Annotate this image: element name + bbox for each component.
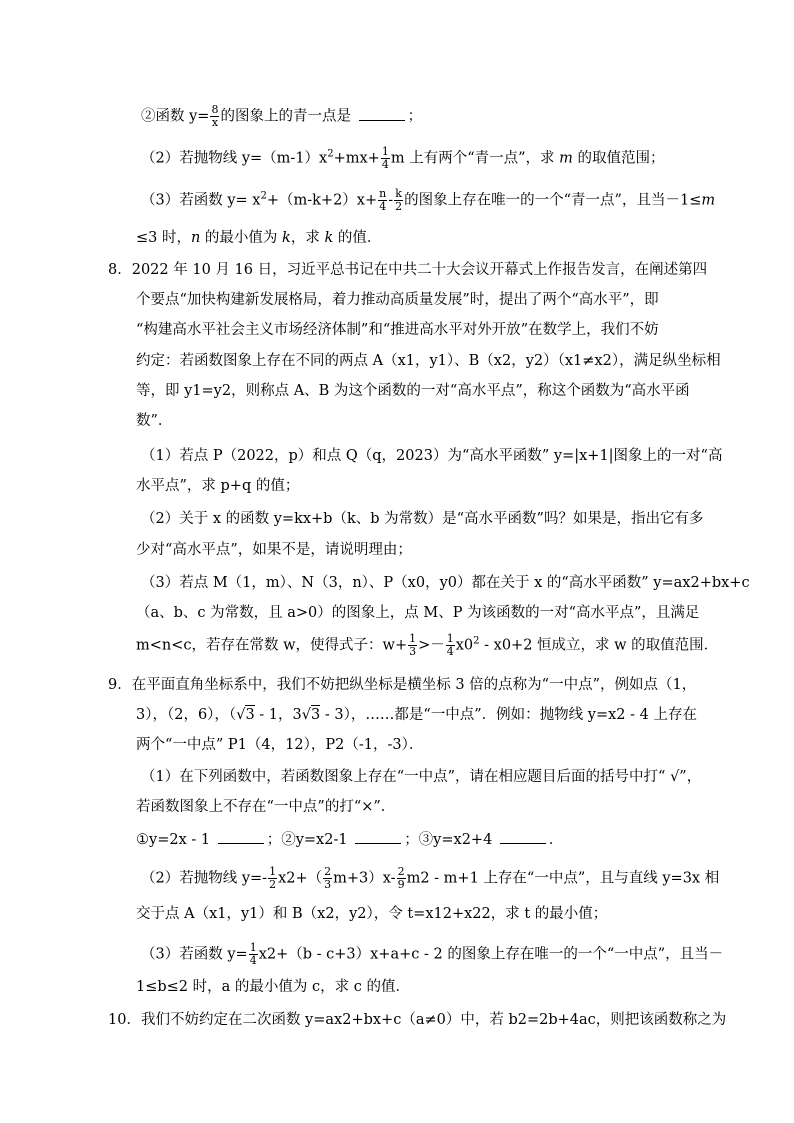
q9-line-3: 两个“一中点” P1（4，12），P2（-1，-3）． [136, 737, 424, 753]
q8-line-5: 等，即 y1=y2，则称点 A、B 为这个函数的一对“高水平点”，称这个函数为“高水平函 [136, 383, 690, 399]
q9-sub1-b: 若函数图象上不存在“一中点”的打“×”． [136, 799, 396, 815]
fraction [249, 942, 258, 967]
text: - 1，3 [254, 707, 302, 723]
p7-line-2: （2）若抛物线 $y=(m-1)x^2+mx+$ $\frac{1}{4}$ m 上有两个“青一点”，求 m 的取值范围； [141, 145, 665, 171]
denominator: 2 [269, 878, 277, 891]
q8-line-3: “构建高水平社会主义市场经济体制”和“推进高水平对外开放”在数学上，我们不妨 [136, 322, 659, 338]
text: m<n<c，若存在常数 w，使得式子：w+ [136, 637, 408, 654]
denominator: 2 [395, 200, 403, 213]
numerator: 2 [397, 865, 405, 878]
fraction [381, 146, 390, 171]
question-number: 10． [108, 1012, 141, 1028]
numerator: 1 [381, 145, 389, 158]
answer-blank[interactable] [355, 831, 401, 844]
q8-line-2: 个要点“加快构建新发展格局，着力推动高质量发展”时，提出了两个“高水平”，即 [136, 292, 659, 308]
answer-blank[interactable] [500, 831, 546, 844]
var: m [701, 192, 716, 209]
text: 3），（2，6），（ [136, 707, 237, 723]
denominator: 3 [324, 878, 332, 891]
q9-sub1-c [136, 830, 563, 850]
q8-sub1-a: （1）若点 P（2022，p）和点 Q（q，2023）为“高水平函数” y=|x+1|图象上的一对“高 [141, 448, 723, 464]
denominator: 4 [249, 954, 257, 967]
q9-sub2-b: 交于点 A（x1，y1）和 B（x2，y2），令 t=x12+x22，求 t 的最小值； [136, 906, 608, 922]
text: ； [407, 108, 423, 125]
var: n [190, 230, 201, 246]
numerator: n [379, 187, 387, 200]
q8-sub3-c: m<n<c，若存在常数 w，使得式子：w+ $\frac{1}{3}$ >－ $\frac{1}{4}$ $x0^2 - x0+2$ 恒成立，求 w 的取值范围． [136, 632, 719, 658]
text: （3）若函数 y= [141, 946, 248, 963]
answer-blank[interactable] [359, 108, 405, 121]
fraction [394, 188, 403, 213]
q9-sub1-a: （1）在下列函数中，若函数图象上存在“一中点”，请在相应题目后面的括号中打“ √”， [141, 769, 702, 785]
text: ②函数 y= [141, 108, 210, 125]
q9-line-2: 3），（2，6），（√3 - 1，3√3 - 3），……都是“一中点”．例如：抛物线 y=x2 - 4 上存在 [136, 707, 697, 723]
text: 的取值范围； [572, 150, 665, 167]
fraction [323, 866, 332, 891]
answer-blank[interactable] [218, 831, 264, 844]
numerator: 1 [269, 865, 277, 878]
question-number: 8． [108, 262, 132, 278]
fraction [408, 633, 417, 658]
text: ；③y=x2+4 [404, 832, 497, 848]
text: （2）若抛物线 y=（m-1）x [141, 150, 328, 167]
denominator: 4 [379, 200, 387, 213]
fraction [378, 188, 387, 213]
numerator: 1 [409, 632, 417, 645]
text: - [388, 192, 394, 209]
denominator: 3 [409, 645, 417, 658]
q9-line-1 [108, 675, 696, 695]
text: 的图象上的青一点是 [220, 108, 356, 125]
text: m2 - m+1 上存在“一中点”，且与直线 y=3x 相 [406, 870, 720, 887]
text: （3）若函数 y= x [141, 192, 261, 209]
fraction [210, 104, 219, 129]
text: x2+（ [278, 870, 323, 887]
text: 在平面直角坐标系中，我们不妨把纵坐标是横坐标 3 倍的点称为“一中点”，例如点（1， [131, 677, 697, 693]
q8-sub2-a: （2）关于 x 的函数 y=kx+b（k、b 为常数）是“高水平函数”吗？如果是，指出它有多 [141, 511, 704, 527]
text: >－ [418, 637, 445, 654]
fraction [397, 866, 406, 891]
text: x0 [455, 637, 474, 654]
p7-line-1 [141, 104, 422, 129]
text: ；②y=x2-1 [266, 832, 353, 848]
q8-sub2-b: 少对“高水平点”，如果不是，请说明理由； [136, 542, 412, 558]
sqrt-radicand: 3 [311, 707, 321, 723]
text: m 上有两个“青一点”，求 [390, 150, 560, 167]
numerator: 1 [249, 941, 257, 954]
sqrt-radicand: 3 [245, 707, 255, 723]
text: ，求 [290, 230, 325, 246]
numerator: 1 [446, 632, 454, 645]
q8-sub3-a: （3）若点 M（1，m）、N（3，n）、P（x0，y0）都在关于 x 的“高水平函数” y=ax2+bx+c [141, 575, 750, 591]
text: 的值． [333, 230, 382, 246]
text: 的图象上存在唯一的一个“青一点”，且当－1≤ [404, 192, 702, 209]
text: 2022 年 10 月 16 日，习近平总书记在中共二十大会议开幕式上作报告发言，在阐述第四 [131, 262, 708, 278]
q8-line-6: 数”． [136, 413, 173, 429]
numerator: k [395, 187, 402, 200]
p7-line-4 [136, 228, 381, 248]
text: +mx+ [333, 150, 380, 167]
denominator: 9 [397, 878, 405, 891]
text: m+3）x- [333, 870, 396, 887]
var: k [282, 230, 291, 246]
fraction [446, 633, 455, 658]
p7-line-3: （3）若函数 $y= x^2+(m-k+2)x+$ $\frac{n}{4}$ - $\frac{k}{2}$ 的图象上存在唯一的一个“青一点”，且当－1≤m [141, 187, 716, 213]
text: - 3），……都是“一中点”．例如：抛物线 y=x2 - 4 上存在 [320, 707, 697, 723]
text: 我们不妨约定在二次函数 y=ax2+bx+c（a≠0）中，若 b2=2b+4ac，则把该函数称之为 [140, 1012, 727, 1028]
var: k [324, 230, 334, 246]
numerator: 2 [324, 865, 332, 878]
text: ≤3 时， [136, 230, 191, 246]
text: ． [548, 832, 564, 848]
question-number: 9． [108, 677, 132, 693]
q9-sub3-a [141, 942, 723, 967]
text: 的最小值为 [200, 230, 283, 246]
q8-line-1 [108, 260, 707, 280]
denominator: 4 [381, 158, 389, 171]
text: ①y=2x - 1 [136, 832, 215, 848]
numerator: 8 [211, 103, 219, 116]
denominator: x [211, 116, 219, 129]
text: （2）若抛物线 y=- [141, 870, 268, 887]
q9-sub3-b: 1≤b≤2 时，a 的最小值为 c，求 c 的值． [136, 979, 410, 995]
q9-sub2-a [141, 866, 719, 891]
text: - x0+2 恒成立，求 w 的取值范围． [479, 637, 719, 654]
text: +（m-k+2）x+ [266, 192, 378, 209]
q8-line-4: 约定：若函数图象上存在不同的两点 A（x1，y1）、B（x2，y2）（x1≠x2），满足纵坐标相 [136, 353, 721, 369]
q10-line-1 [108, 1010, 726, 1030]
q8-sub1-b: 水平点”，求 p+q 的值； [136, 478, 300, 494]
q8-sub3-b: （a、b、c 为常数，且 a>0）的图象上，点 M、P 为该函数的一对“高水平点”，且满足 [136, 605, 700, 621]
var: m [559, 150, 573, 167]
denominator: 4 [446, 645, 454, 658]
text: x2+（b - c+3）x+a+c - 2 的图象上存在唯一的一个“一中点”，且当－ [258, 946, 724, 963]
fraction [268, 866, 277, 891]
